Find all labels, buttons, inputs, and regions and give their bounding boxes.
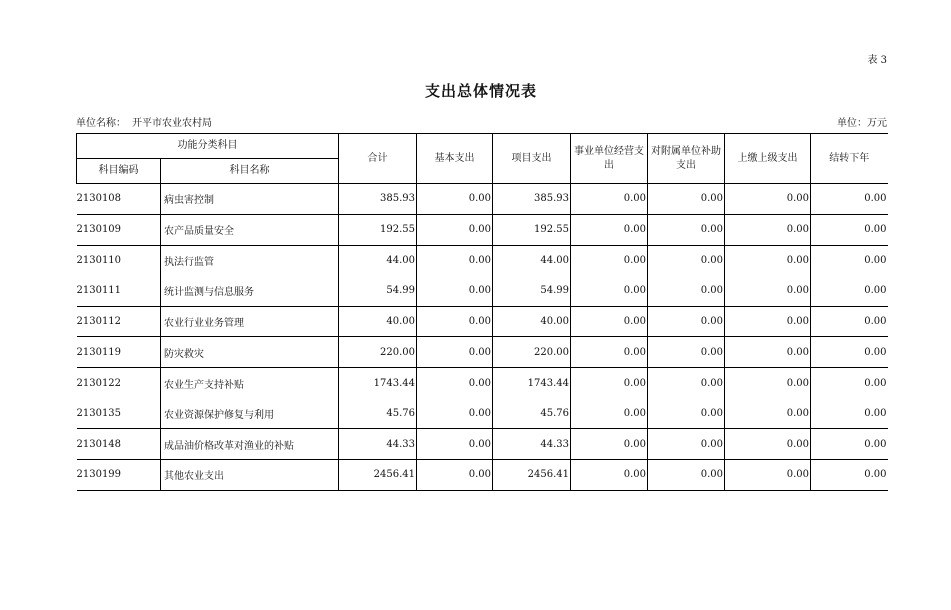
cell-subsidy: 0.00 [648, 337, 725, 368]
cell-name: 统计监测与信息服务 [161, 276, 339, 306]
cell-total: 54.99 [339, 276, 417, 306]
cell-carry: 0.00 [811, 184, 888, 215]
cell-carry: 0.00 [811, 306, 888, 337]
cell-subsidy: 0.00 [648, 184, 725, 215]
cell-subsidy: 0.00 [648, 368, 725, 398]
cell-upper: 0.00 [725, 337, 811, 368]
cell-basic: 0.00 [417, 306, 493, 337]
table-row [77, 214, 888, 245]
cell-name: 病虫害控制 [161, 184, 339, 215]
cell-name: 执法行监管 [161, 245, 339, 275]
cell-business: 0.00 [571, 460, 648, 491]
cell-carry: 0.00 [811, 429, 888, 460]
header-project: 项目支出 [493, 134, 571, 184]
header-carry: 结转下年 [811, 134, 888, 184]
cell-business: 0.00 [571, 214, 648, 245]
cell-basic: 0.00 [417, 460, 493, 491]
cell-subsidy: 0.00 [648, 214, 725, 245]
cell-carry: 0.00 [811, 276, 888, 306]
cell-code: 2130148 [77, 429, 161, 460]
cell-total: 385.93 [339, 184, 417, 215]
header-basic: 基本支出 [417, 134, 493, 184]
unit-name-label: 单位名称： [76, 118, 126, 129]
cell-code: 2130110 [77, 245, 161, 275]
table-row [77, 429, 888, 460]
table-row [77, 460, 888, 491]
table-row [77, 398, 888, 428]
cell-total: 192.55 [339, 214, 417, 245]
cell-subsidy: 0.00 [648, 245, 725, 275]
cell-project: 54.99 [493, 276, 571, 306]
cell-upper: 0.00 [725, 214, 811, 245]
cell-upper: 0.00 [725, 245, 811, 275]
cell-carry: 0.00 [811, 398, 888, 428]
table-row [77, 184, 888, 215]
cell-carry: 0.00 [864, 377, 887, 389]
cell-total: 45.76 [339, 398, 417, 428]
unit-name-value: 开平市农业农村局 [132, 118, 212, 129]
cell-business: 0.00 [571, 276, 648, 306]
cell-basic: 0.00 [417, 184, 493, 215]
cell-name: 防灾救灾 [161, 337, 339, 368]
header-total: 合计 [339, 134, 417, 184]
cell-basic: 0.00 [417, 276, 493, 306]
cell-total: 1743.44 [339, 368, 417, 398]
table-row [77, 337, 888, 368]
cell-business: 0.00 [571, 398, 648, 428]
cell-code: 2130122 [77, 368, 161, 398]
cell-project: 220.00 [493, 337, 571, 368]
cell-basic: 0.00 [417, 245, 493, 275]
cell-name: 农产品质量安全 [161, 214, 339, 245]
header-name: 科目名称 [161, 159, 339, 184]
cell-name: 成品油价格改革对渔业的补贴 [161, 429, 339, 460]
table-body [77, 184, 888, 491]
cell-code: 2130135 [77, 398, 161, 428]
currency-unit: 单位：万元 [837, 118, 887, 129]
cell-subsidy: 0.00 [648, 398, 725, 428]
cell-upper: 0.00 [725, 398, 811, 428]
header-func-group: 功能分类科目 [77, 134, 339, 159]
cell-project: 1743.44 [493, 368, 571, 398]
header-code: 科目编码 [77, 159, 161, 184]
cell-name: 其他农业支出 [161, 460, 339, 491]
cell-project: 44.33 [493, 429, 571, 460]
cell-subsidy: 0.00 [648, 306, 725, 337]
table-row [77, 245, 888, 275]
cell-upper: 0.00 [725, 460, 811, 491]
cell-upper: 0.00 [725, 276, 811, 306]
table-row [77, 368, 888, 398]
cell-upper: 0.00 [725, 306, 811, 337]
cell-subsidy: 0.00 [648, 276, 725, 306]
cell-carry: 0.00 [811, 214, 888, 245]
cell-name: 农业行业业务管理 [161, 306, 339, 337]
cell-business: 0.00 [571, 368, 648, 398]
table-row [77, 276, 888, 306]
cell-code: 2130109 [77, 214, 161, 245]
cell-carry: 0.00 [811, 460, 888, 491]
cell-business: 0.00 [571, 429, 648, 460]
cell-project: 45.76 [493, 398, 571, 428]
cell-project: 192.55 [493, 214, 571, 245]
cell-code: 2130111 [77, 276, 161, 306]
cell-basic: 0.00 [417, 337, 493, 368]
cell-code: 2130199 [77, 460, 161, 491]
cell-upper: 0.00 [725, 429, 811, 460]
cell-project: 44.00 [493, 245, 571, 275]
header-subsidy: 对附属单位补助支出 [648, 134, 725, 184]
cell-project: 40.00 [493, 306, 571, 337]
table-number: 表 3 [867, 55, 887, 66]
cell-basic: 0.00 [417, 214, 493, 245]
cell-total: 2456.41 [339, 460, 417, 491]
table-header [77, 134, 888, 184]
cell-total: 220.00 [339, 337, 417, 368]
cell-upper: 0.00 [725, 184, 811, 215]
cell-subsidy: 0.00 [648, 429, 725, 460]
cell-basic: 0.00 [417, 429, 493, 460]
cell-business: 0.00 [571, 337, 648, 368]
table-row [77, 306, 888, 337]
cell-name: 农业生产支持补贴 [161, 368, 339, 398]
cell-carry: 0.00 [864, 255, 887, 267]
cell-upper: 0.00 [725, 368, 811, 398]
cell-project: 2456.41 [493, 460, 571, 491]
cell-code: 2130112 [77, 306, 161, 337]
header-business: 事业单位经营支出 [571, 134, 648, 184]
page-title: 支出总体情况表 [424, 82, 537, 100]
cell-code: 2130119 [77, 337, 161, 368]
expenditure-table [76, 133, 888, 491]
cell-business: 0.00 [571, 184, 648, 215]
cell-name: 农业资源保护修复与利用 [161, 398, 339, 428]
cell-total: 40.00 [339, 306, 417, 337]
cell-subsidy: 0.00 [648, 460, 725, 491]
cell-business: 0.00 [571, 245, 648, 275]
cell-total: 44.33 [339, 429, 417, 460]
cell-carry: 0.00 [811, 337, 888, 368]
cell-business: 0.00 [571, 306, 648, 337]
unit-name [76, 114, 212, 129]
cell-total: 44.00 [339, 245, 417, 275]
cell-basic: 0.00 [417, 398, 493, 428]
cell-project: 385.93 [493, 184, 571, 215]
header-upper: 上缴上级支出 [725, 134, 811, 184]
cell-basic: 0.00 [417, 368, 493, 398]
cell-code: 2130108 [77, 184, 161, 215]
